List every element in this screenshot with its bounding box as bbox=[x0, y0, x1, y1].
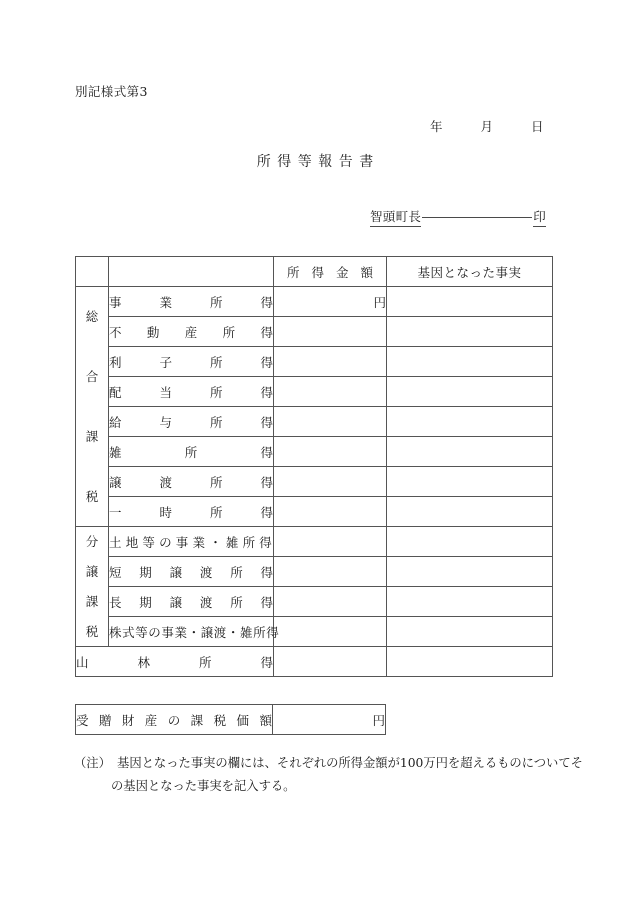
row-label-fudosan: 不動産所得 bbox=[109, 317, 274, 347]
group-char: 税 bbox=[85, 488, 99, 504]
row-label-ichiji: 一時所得 bbox=[109, 497, 274, 527]
amount-ichiji[interactable] bbox=[274, 497, 387, 527]
amount-haito[interactable] bbox=[274, 377, 387, 407]
footnote-line-1: （注） 基因となった事実の欄には、それぞれの所得金額が100万円を超えるものについてそ bbox=[74, 756, 583, 770]
table-row bbox=[76, 617, 553, 647]
fact-zatsu[interactable] bbox=[387, 437, 553, 467]
fact-tochi[interactable] bbox=[387, 527, 553, 557]
row-label-rishi: 利子所得 bbox=[109, 347, 274, 377]
amount-zatsu[interactable] bbox=[274, 437, 387, 467]
fact-kabushiki[interactable] bbox=[387, 617, 553, 647]
table-row bbox=[76, 437, 553, 467]
row-label-kyuyo: 給与所得 bbox=[109, 407, 274, 437]
amount-fudosan[interactable] bbox=[274, 317, 387, 347]
row-label-haito: 配当所得 bbox=[109, 377, 274, 407]
row-label-sanrin: 山林所得 bbox=[76, 647, 274, 677]
amount-kabushiki[interactable] bbox=[274, 617, 387, 647]
amount-joto[interactable] bbox=[274, 467, 387, 497]
row-label-jigyo: 事業所得 bbox=[109, 287, 274, 317]
table-row bbox=[76, 557, 553, 587]
fact-sanrin[interactable] bbox=[387, 647, 553, 677]
row-label-kabushiki: 株式等の事業・譲渡・雑所得 bbox=[109, 617, 274, 647]
date-line bbox=[430, 117, 543, 135]
seal-mark: 印 bbox=[533, 209, 546, 227]
date-month: 月 bbox=[480, 119, 493, 134]
table-row bbox=[76, 347, 553, 377]
header-group-cell bbox=[76, 257, 109, 287]
gift-value-table bbox=[75, 704, 386, 735]
amount-sanrin[interactable] bbox=[274, 647, 387, 677]
header-amount-cell: 所 得 金 額 bbox=[274, 257, 387, 287]
table-row bbox=[76, 467, 553, 497]
amount-rishi[interactable] bbox=[274, 347, 387, 377]
group-char: 課 bbox=[85, 428, 99, 444]
row-label-tochi: 土地等の事業・雑所得 bbox=[109, 527, 274, 557]
row-label-zatsu: 雑所得 bbox=[109, 437, 274, 467]
amount-kyuyo[interactable] bbox=[274, 407, 387, 437]
signature-rule bbox=[422, 216, 532, 218]
table-row bbox=[76, 647, 553, 677]
group-char: 課 bbox=[85, 593, 99, 609]
fact-joto[interactable] bbox=[387, 467, 553, 497]
form-number: 別記様式第3 bbox=[75, 84, 148, 99]
amount-jigyo[interactable]: 円 bbox=[274, 287, 387, 317]
row-label-tanki: 短期譲渡所得 bbox=[109, 557, 274, 587]
gift-label: 受贈財産の課税価額 bbox=[76, 705, 273, 735]
addressee-line bbox=[370, 207, 546, 225]
fact-kyuyo[interactable] bbox=[387, 407, 553, 437]
amount-tanki[interactable] bbox=[274, 557, 387, 587]
footnote bbox=[74, 752, 583, 797]
date-day: 日 bbox=[530, 119, 544, 134]
group-char: 税 bbox=[85, 623, 99, 639]
date-year: 年 bbox=[430, 119, 443, 134]
group-label-bunjo bbox=[76, 527, 109, 647]
amount-tochi[interactable] bbox=[274, 527, 387, 557]
table-row bbox=[76, 407, 553, 437]
group-char: 総 bbox=[85, 309, 99, 325]
header-fact-cell: 基因となった事実 bbox=[387, 257, 553, 287]
group-label-sogo bbox=[76, 287, 109, 527]
fact-rishi[interactable] bbox=[387, 347, 553, 377]
fact-fudosan[interactable] bbox=[387, 317, 553, 347]
income-table bbox=[75, 256, 553, 677]
table-header-row bbox=[76, 257, 553, 287]
row-label-choki: 長期譲渡所得 bbox=[109, 587, 274, 617]
fact-tanki[interactable] bbox=[387, 557, 553, 587]
table-row bbox=[76, 705, 386, 735]
fact-haito[interactable] bbox=[387, 377, 553, 407]
amount-choki[interactable] bbox=[274, 587, 387, 617]
document-title: 所得等報告書 bbox=[256, 154, 380, 170]
fact-choki[interactable] bbox=[387, 587, 553, 617]
group-char: 合 bbox=[85, 369, 99, 385]
group-char: 譲 bbox=[85, 564, 99, 580]
addressee-name: 智頭町長 bbox=[370, 209, 421, 227]
group-char: 分 bbox=[85, 534, 99, 550]
header-category-cell bbox=[109, 257, 274, 287]
table-row bbox=[76, 377, 553, 407]
fact-ichiji[interactable] bbox=[387, 497, 553, 527]
footnote-line-2: の基因となった事実を記入する。 bbox=[111, 778, 296, 793]
table-row bbox=[76, 317, 553, 347]
row-label-joto: 譲渡所得 bbox=[109, 467, 274, 497]
table-row bbox=[76, 587, 553, 617]
table-row bbox=[76, 527, 553, 557]
fact-jigyo[interactable] bbox=[387, 287, 553, 317]
table-row bbox=[76, 287, 553, 317]
gift-amount[interactable]: 円 bbox=[273, 705, 386, 735]
table-row bbox=[76, 497, 553, 527]
